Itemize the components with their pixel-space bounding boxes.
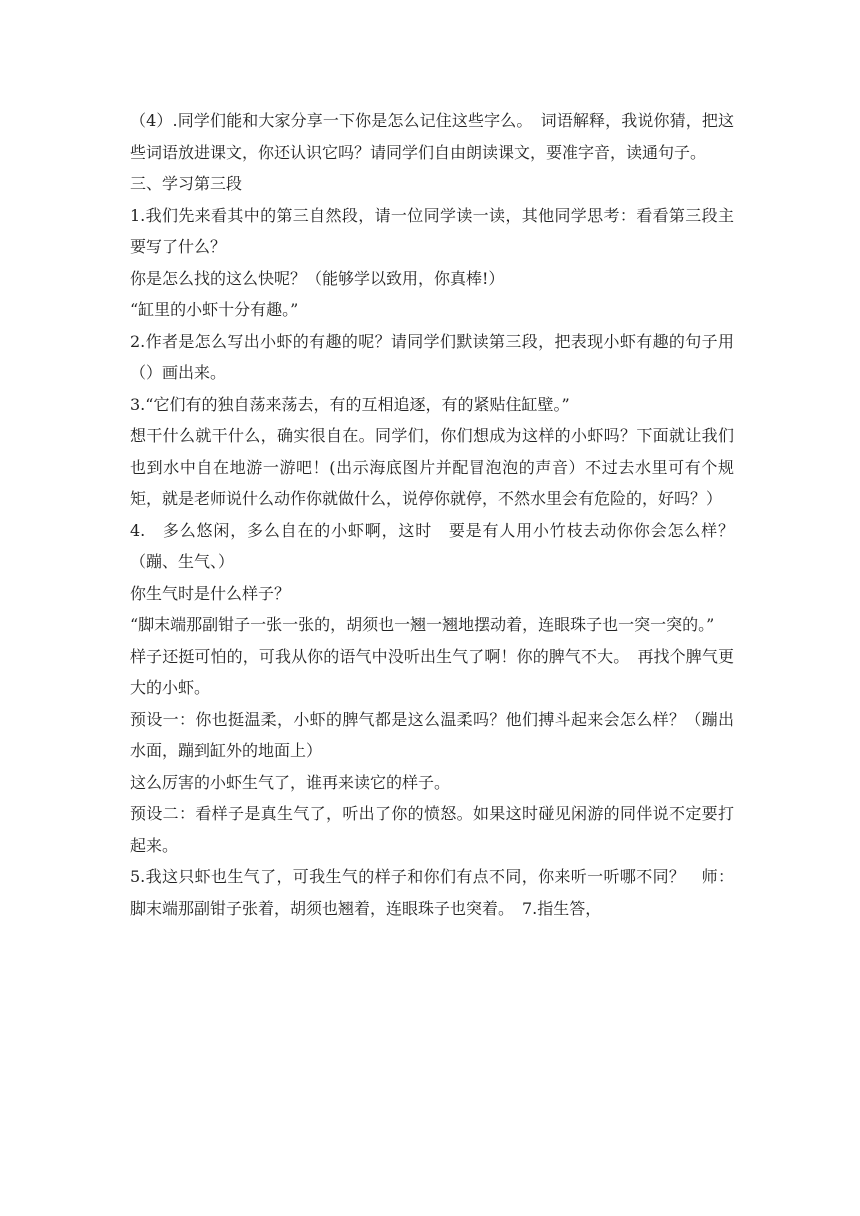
paragraph-temper: 样子还挺可怕的，可我从你的语气中没听出生气了啊！你的脾气不大。 再找个脾气更大的小虾。	[130, 646, 734, 697]
paragraph-intro-question: （4）.同学们能和大家分享一下你是怎么记住这些字么。 词语解释，我说你猜，把这些词语放进课文，你还认识它吗？请同学们自由朗读课文，要准字音，读通句子。	[130, 111, 734, 162]
section-heading-third-paragraph: 三、学习第三段	[130, 174, 243, 193]
paragraph-swim-activity: 想干什么就干什么，确实很自在。同学们，你们想成为这样的小虾吗？下面就让我们也到水中自在地游一游吧！(出示海底图片并配冒泡泡的声音）不过去水里可有个规矩，就是老师说什么动作你就做什么，说停你就停，不然水里会有危险的，好吗？）	[130, 426, 734, 508]
paragraph-step-1: 1.我们先来看其中的第三自然段，请一位同学读一读，其他同学思考：看看第三段主要写了什么？	[130, 205, 734, 256]
paragraph-praise: 你是怎么找的这么快呢？（能够学以致用，你真棒!）	[130, 268, 505, 288]
document-page	[130, 105, 751, 924]
paragraph-step-2: 2.作者是怎么写出小虾的有趣的呢？请同学们默读第三段，把表现小虾有趣的句子用（）画出来。	[130, 331, 734, 382]
paragraph-step-3-quote: 3.“它们有的独自荡来荡去，有的互相追逐，有的紧贴住缸壁。”	[130, 394, 570, 414]
paragraph-preset-2: 预设二：看样子是真生气了，听出了你的愤怒。如果这时碰见闲游的同伴说不定要打起来。	[130, 804, 734, 855]
quote-shrimp-interesting: “缸里的小虾十分有趣。”	[130, 300, 299, 319]
paragraph-read-again: 这么厉害的小虾生气了，谁再来读它的样子。	[130, 772, 451, 792]
paragraph-step-4: 4. 多么悠闲，多么自在的小虾啊，这时 要是有人用小竹枝去动你你会怎么样？ （蹦、生气、）	[130, 520, 751, 571]
paragraph-step-5: 5.我这只虾也生气了，可我生气的样子和你们有点不同，你来听一听哪不同？ 师：脚末端那副钳子张着，胡须也翘着，连眼珠子也突着。 7.指生答，	[130, 867, 734, 918]
paragraph-preset-1: 预设一：你也挺温柔，小虾的脾气都是这么温柔吗？他们搏斗起来会怎么样？（蹦出水面，蹦到缸外的地面上）	[130, 709, 734, 760]
quote-pincers: “脚末端那副钳子一张一张的，胡须也一翘一翘地摆动着，连眼珠子也一突一突的。”	[130, 615, 715, 634]
paragraph-angry-question: 你生气时是什么样子？	[130, 583, 291, 603]
